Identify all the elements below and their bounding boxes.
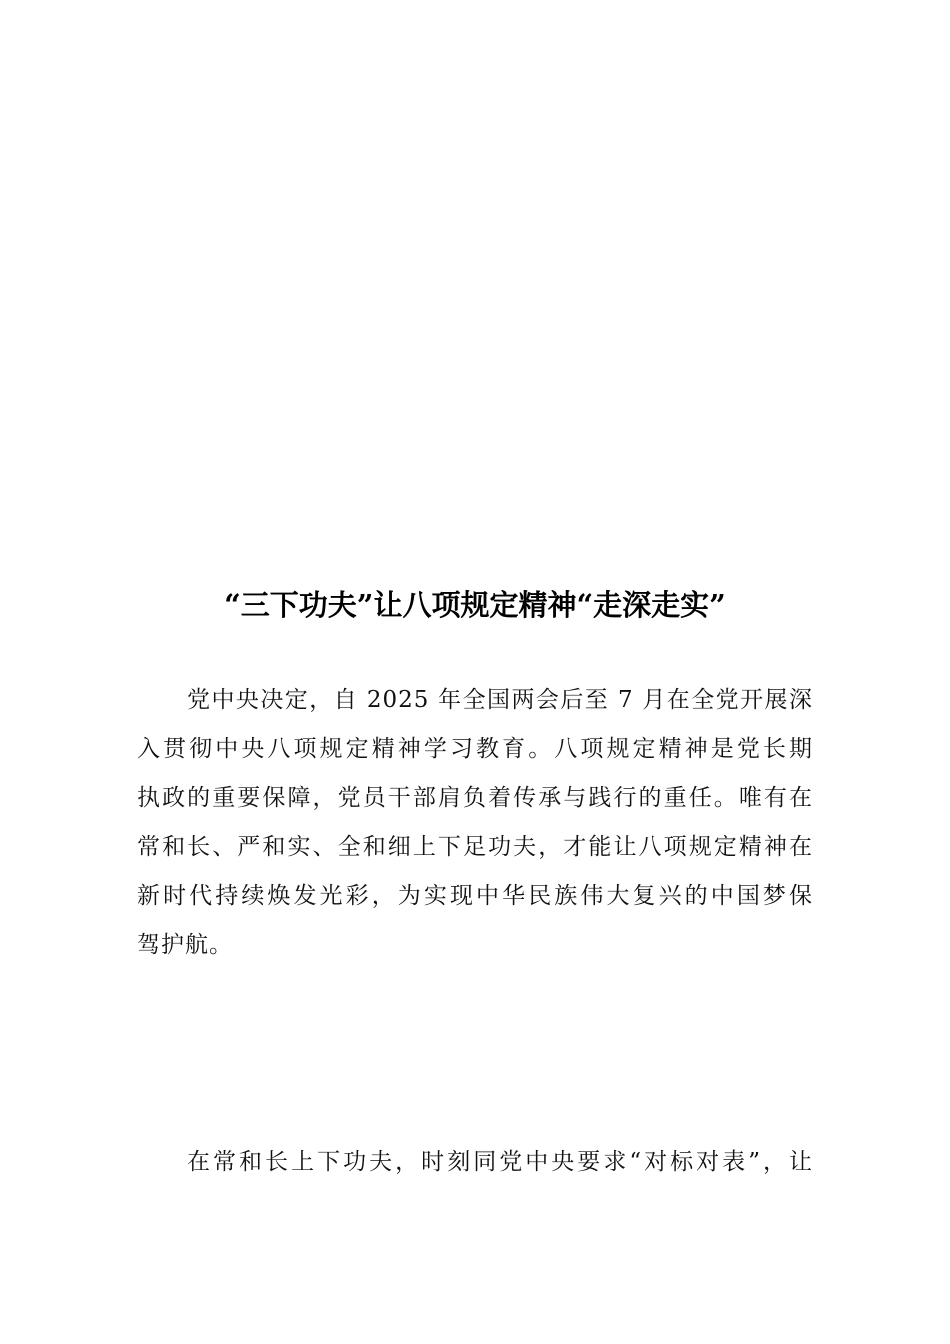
- paragraph-line: 党中央决定，自 2025 年全国两会后至 7 月在全党开展深: [187, 687, 813, 713]
- paragraph-line: 入贯彻中央八项规定精神学习教育。八项规定精神是党长期: [137, 736, 813, 762]
- paragraph-line: 新时代持续焕发光彩，为实现中华民族伟大复兴的中国梦保: [137, 883, 813, 909]
- paragraph-line: 驾护航。: [137, 932, 233, 958]
- body-paragraph: [137, 676, 813, 970]
- paragraph-line: 常和长、严和实、全和细上下足功夫，才能让八项规定精神在: [137, 834, 813, 860]
- body-paragraph: [137, 1138, 813, 1187]
- paragraph-line: 执政的重要保障，党员干部肩负着传承与践行的重任。唯有在: [137, 785, 813, 811]
- document-title: “三下功夫”让八项规定精神“走深走实”: [224, 588, 726, 622]
- paragraph-line: 在常和长上下功夫，时刻同党中央要求“对标对表”，让: [187, 1149, 813, 1175]
